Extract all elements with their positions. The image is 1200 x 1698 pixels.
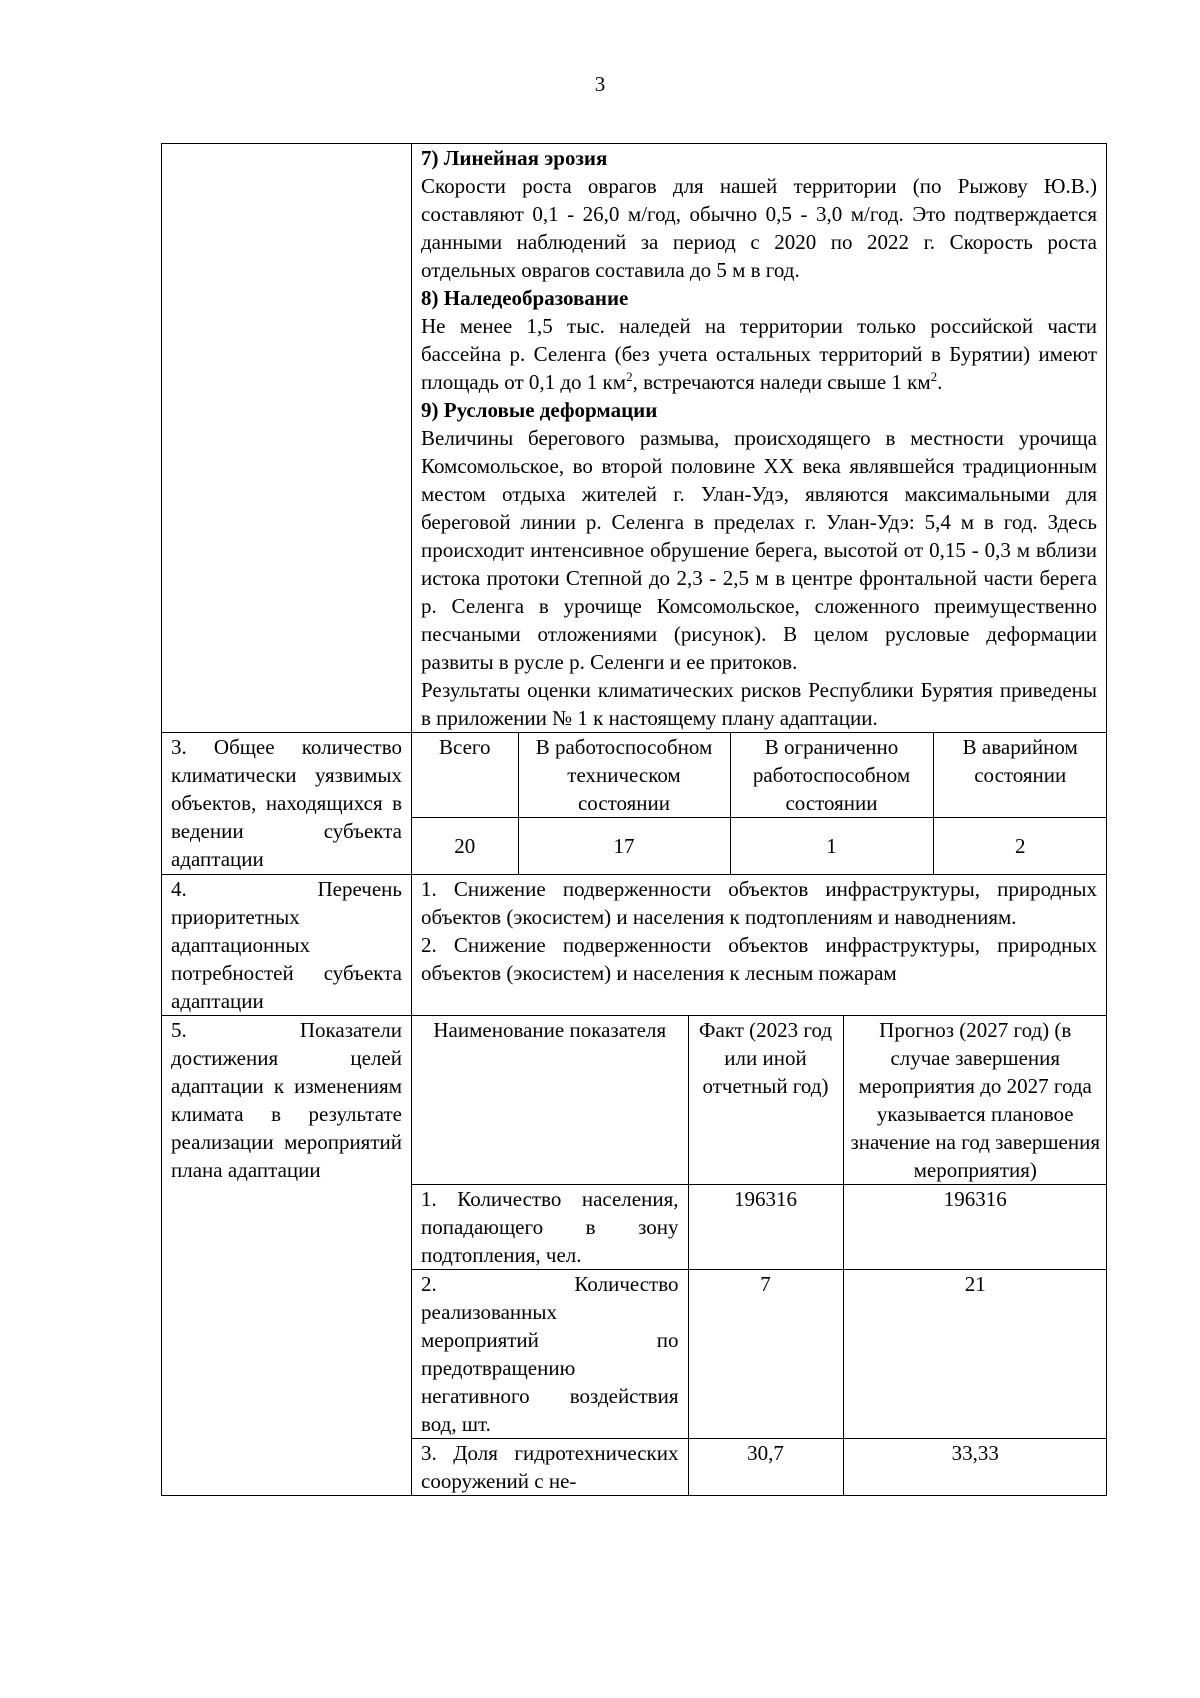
priority-needs-row	[162, 875, 1107, 1016]
value-limited-operational: 1	[730, 818, 933, 875]
header-emergency: В аварийном состоянии	[933, 733, 1107, 818]
indicators-row	[162, 1016, 1107, 1496]
vulnerable-objects-values-row	[412, 818, 1107, 875]
value-emergency: 2	[933, 818, 1107, 875]
indicator-name: 1. Количество населения, попадающего в зону подтопления, чел.	[412, 1185, 688, 1270]
hazards-description	[412, 144, 1107, 733]
risk-assessment-note: Результаты оценки климатических рисков Республики Бурятия приведены в приложении № 1 к настоящему плану адаптации.	[421, 678, 1097, 730]
indicator-fact: 7	[688, 1270, 843, 1439]
indicator-row	[412, 1439, 1107, 1496]
vulnerable-objects-table	[412, 733, 1107, 874]
vulnerable-objects-header-row	[412, 733, 1107, 818]
priority-need-item: 1. Снижение подверженности объектов инфраструктуры, природных объектов (экосистем) и населения к подтоплениям и наводнениям.	[421, 877, 1097, 929]
hazards-row	[162, 144, 1107, 733]
header-forecast: Прогноз (2027 год) (в случае завершения мероприятия до 2027 года указывается плановое значение на год завершения мероприятия)	[843, 1016, 1107, 1185]
section-text-channel-deformations: Величины берегового размыва, происходящего в местности урочища Комсомольское, во второй половине XX века являвшейся традиционным местом отдыха жителей г. Улан-Удэ, являются максимальными для береговой линии р. Селенга в пределах г. Улан-Удэ: 5,4 м в год. Здесь происходит интенсивное обрушение берега, высотой от 0,15 - 0,3 м вблизи истока протоки Степной до 2,3 - 2,5 м в центре фронтальной части берега р. Селенга в урочище Комсомольское, сложенного преимущественно песчаными отложениями (рисунок). В целом русловые деформации развиты в русле р. Селенги и ее притоков.	[421, 426, 1097, 674]
header-operational: В работоспособном техническом состоянии	[518, 733, 730, 818]
indicator-fact: 196316	[688, 1185, 843, 1270]
indicator-fact: 30,7	[688, 1439, 843, 1496]
indicator-name: 2. Количество реализованных мероприятий по предотвращению негативного воздействия вод, шт.	[412, 1270, 688, 1439]
page-number: 3	[594, 72, 606, 96]
indicator-row	[412, 1185, 1107, 1270]
priority-needs-label: 4. Перечень приоритетных адаптационных потребностей субъекта адаптации	[162, 875, 412, 1016]
indicators-header-row	[412, 1016, 1107, 1185]
vulnerable-objects-label: 3. Общее количество климатически уязвимых объектов, находящихся в ведении субъекта адаптации	[162, 733, 412, 875]
value-operational: 17	[518, 818, 730, 875]
header-total: Всего	[412, 733, 518, 818]
adaptation-plan-table	[161, 143, 1107, 1496]
indicator-row	[412, 1270, 1107, 1439]
section-text-linear-erosion: Скорости роста оврагов для нашей территории (по Рыжову Ю.В.) составляют 0,1 - 26,0 м/год, обычно 0,5 - 3,0 м/год. Это подтверждается данными наблюдений за период с 2020 по 2022 г. Скорость роста отдельных оврагов составила до 5 м в год.	[421, 174, 1097, 282]
indicators-table	[412, 1016, 1107, 1495]
priority-need-item: 2. Снижение подверженности объектов инфраструктуры, природных объектов (экосистем) и населения к лесным пожарам	[421, 933, 1097, 985]
value-total: 20	[412, 818, 518, 875]
vulnerable-objects-data	[412, 733, 1107, 875]
indicators-data	[412, 1016, 1107, 1496]
header-limited-operational: В ограниченно работоспособном состоянии	[730, 733, 933, 818]
hazards-row-label	[162, 144, 412, 733]
section-text-naled: Не менее 1,5 тыс. наледей на территории только российской части бассейна р. Селенга (без учета остальных территорий в Бурятии) имеют площадь от 0,1 до 1 $км^2$, встречаются наледи свыше 1 $км^2$.	[421, 314, 1097, 394]
indicator-name: 3. Доля гидротехнических сооружений с не-	[412, 1439, 688, 1496]
section-heading-naled: 8) Наледеобразование	[421, 286, 629, 310]
indicators-label: 5. Показатели достижения целей адаптации к изменениям климата в результате реализации мероприятий плана адаптации	[162, 1016, 412, 1496]
header-indicator-name: Наименование показателя	[412, 1016, 688, 1185]
priority-needs-list	[412, 875, 1107, 1016]
header-fact: Факт (2023 год или иной отчетный год)	[688, 1016, 843, 1185]
section-heading-channel-deformations: 9) Русловые деформации	[421, 398, 658, 422]
indicator-forecast: 33,33	[843, 1439, 1107, 1496]
indicator-forecast: 196316	[843, 1185, 1107, 1270]
section-heading-linear-erosion: 7) Линейная эрозия	[421, 146, 608, 170]
vulnerable-objects-row	[162, 733, 1107, 875]
indicator-forecast: 21	[843, 1270, 1107, 1439]
